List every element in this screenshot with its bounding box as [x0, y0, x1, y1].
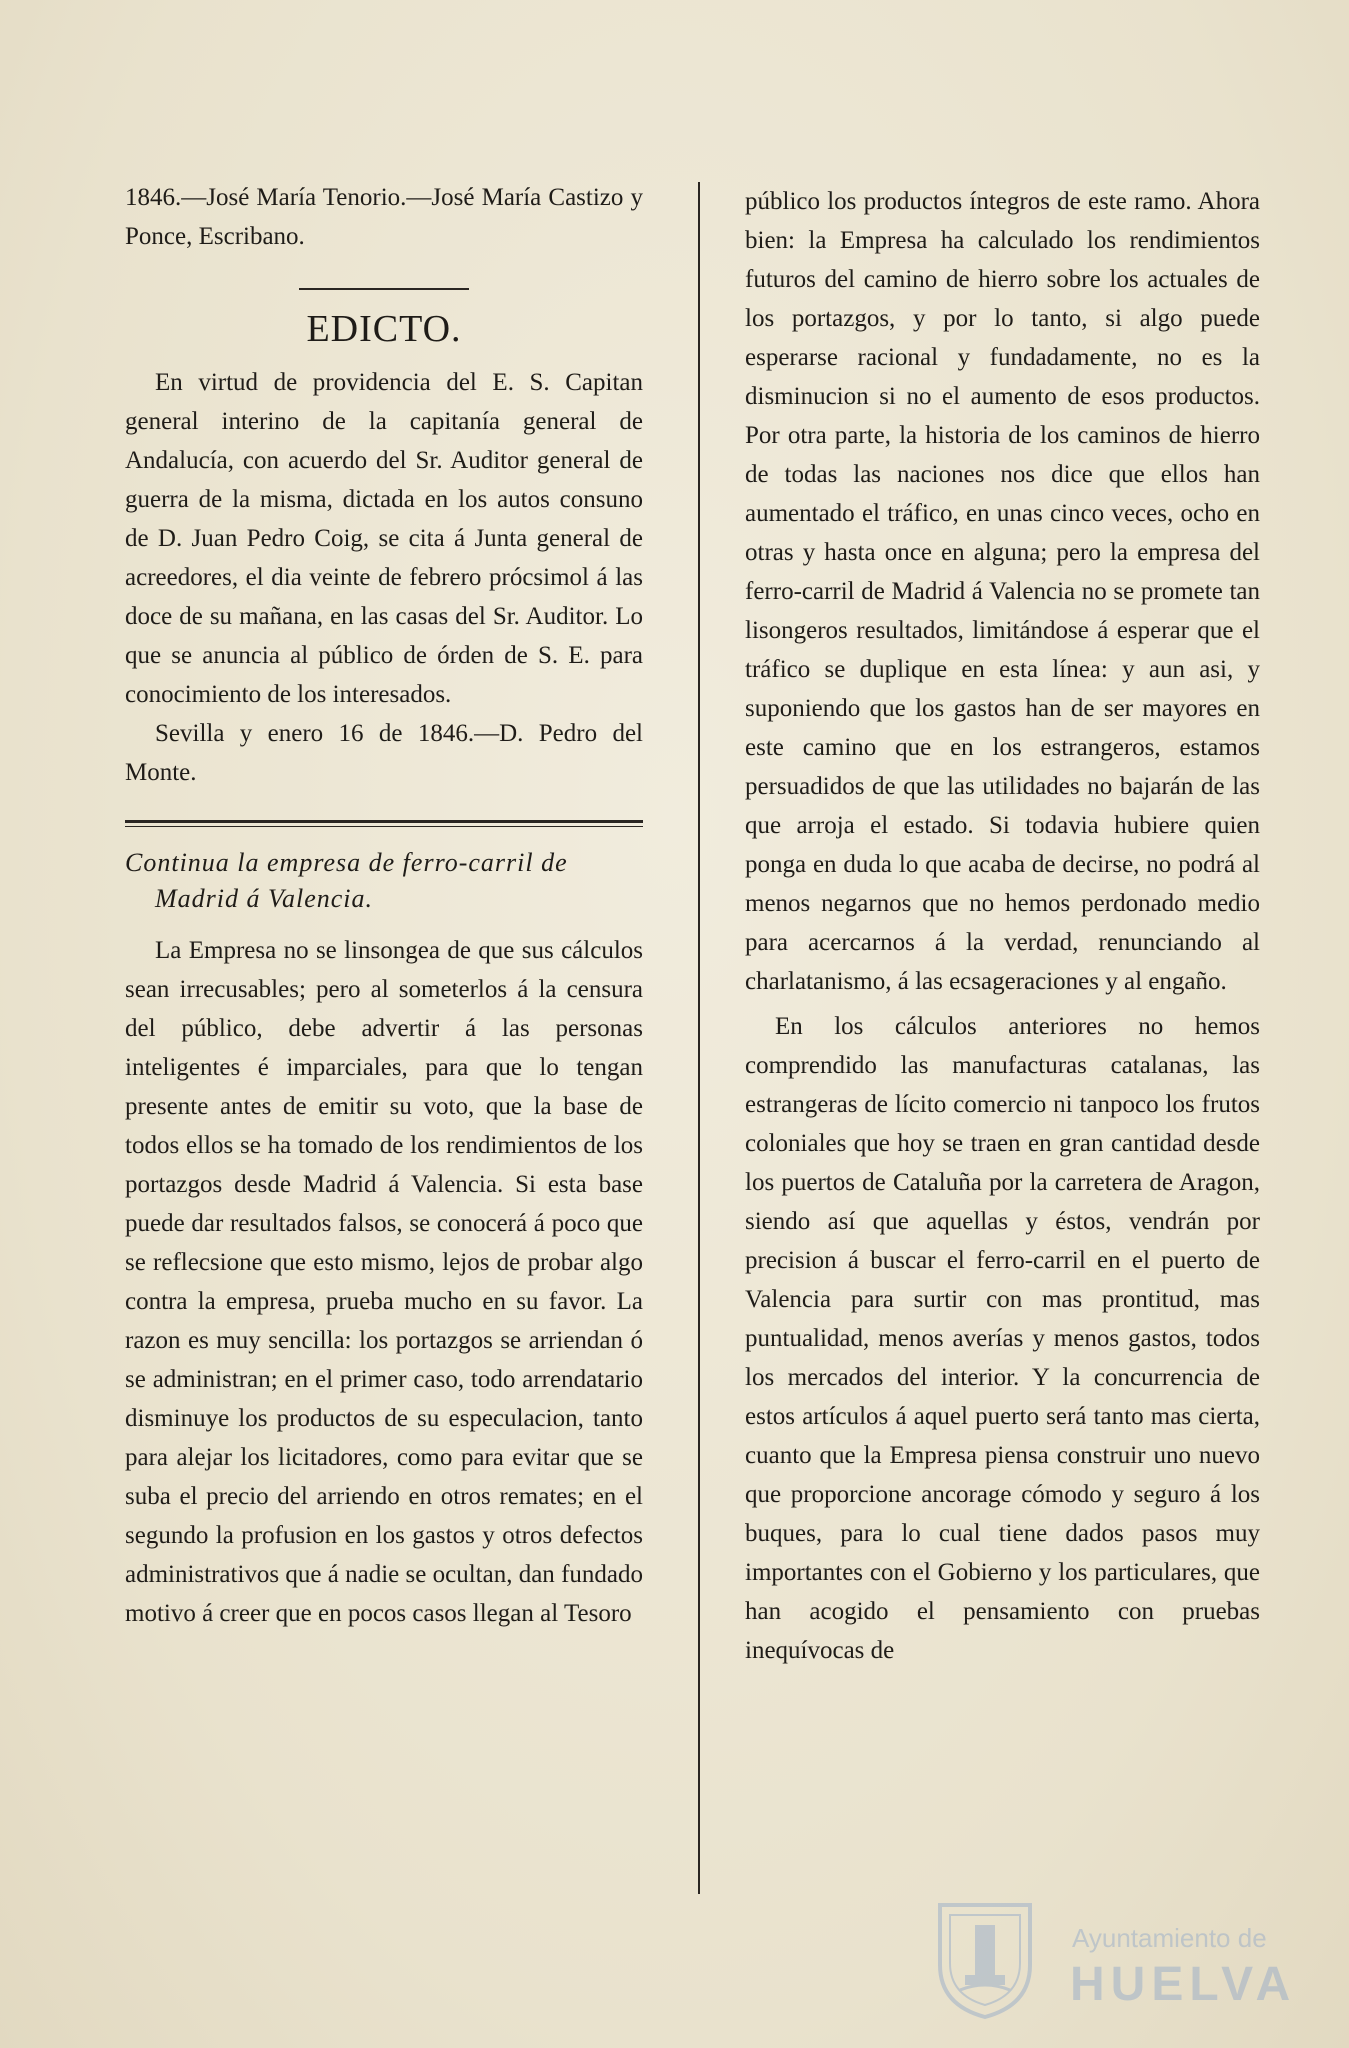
right-paragraph-1: público los productos íntegros de este ramo. Ahora bien: la Empresa ha calculado los rendimientos futuros del camino de hierro sobre los actuales de los portazgos, y por lo tanto, si algo puede esperarse racional y fundadamente, no es la disminucion si no el aumento de esos productos. Por otra parte, la historia de los caminos de hierro de todas las naciones nos dice que ellos han aumentado el tráfico, en unas cinco veces, ocho en otras y hasta once en alguna; pero la empresa del ferro-carril de Madrid á Valencia no se promete tan lisongeros resultados, limitándose á esperar que el tráfico se duplique en esta línea: y aun asi, y suponiendo que los gastos han de ser mayores en este camino que en los estrangeros, estamos persuadidos de que las utilidades no bajarán de las que arroja el estado. Si todavia hubiere quien ponga en duda lo que acaba de decirse, no podrá al menos negarnos que no hemos perdonado medio para acercarnos á la verdad, renunciando al charlatanismo, á las ecsageraciones y al engaño. [745, 188, 1260, 995]
right-column [745, 182, 1260, 1670]
signature-line: 1846.—José María Tenorio.—José María Castizo y Ponce, Escribano. [125, 184, 643, 250]
double-divider [125, 820, 643, 827]
article-heading-line1: Continua la empresa de ferro-carril de [125, 848, 568, 877]
watermark-line2: HUELVA [1070, 1958, 1297, 2011]
edicto-body: En virtud de providencia del E. S. Capitan general interino de la capitanía general de Andalucía, con acuerdo del Sr. Auditor general de guerra de la misma, dictada en los autos consuno de D. Juan Pedro Coig, se cita á Junta general de acreedores, el dia veinte de febrero prócsimol á las doce de su mañana, en las casas del Sr. Auditor. Lo que se anuncia al público de órden de S. E. para conocimiento de los interesados. [125, 369, 643, 708]
article-heading [125, 845, 643, 917]
watermark-line1: Ayuntamiento de [1072, 1923, 1267, 1953]
article-paragraph: La Empresa no se linsongea de que sus cálculos sean irrecusables; pero al someterlos á la censura del público, debe advertir á las personas inteligentes é imparciales, para que lo tengan presente antes de emitir su voto, que la base de todos ellos se ha tomado de los rendimientos de los portazgos desde Madrid á Valencia. Si esta base puede dar resultados falsos, se conocerá á poco que se reflecsione que esto mismo, lejos de probar algo contra la empresa, prueba mucho en su favor. La razon es muy sencilla: los portazgos se arriendan ó se administran; en el primer caso, todo arrendatario disminuye los productos de su especulacion, tanto para alejar los licitadores, como para evitar que se suba el precio del arriendo en otros remates; en el segundo la profusion en los gastos y otros defectos administrativos que á nadie se ocultan, dan fundado motivo á creer que en pocos casos llegan al Tesoro [125, 937, 643, 1627]
column-divider [698, 182, 700, 1894]
edicto-signoff: Sevilla y enero 16 de 1846.—D. Pedro del Monte. [125, 720, 643, 786]
short-divider [299, 288, 469, 290]
article-heading-line2: Madrid á Valencia. [155, 884, 374, 913]
edicto-title: EDICTO. [306, 308, 462, 350]
left-column [125, 178, 643, 1633]
huelva-coat-of-arms-icon [930, 1895, 1040, 2020]
right-paragraph-2: En los cálculos anteriores no hemos comprendido las manufacturas catalanas, las estrangeras de lícito comercio ni tanpoco los frutos coloniales que hoy se traen en gran cantidad desde los puertos de Cataluña por la carretera de Aragon, siendo así que aquellas y éstos, vendrán por precision á buscar el ferro-carril en el puerto de Valencia para surtir con mas prontitud, mas puntualidad, menos averías y menos gastos, todos los mercados del interior. Y la concurrencia de estos artículos á aquel puerto será tanto mas cierta, cuanto que la Empresa piensa construir uno nuevo que proporcione ancorage cómodo y seguro á los buques, para lo cual tiene dados pasos muy importantes con el Gobierno y los particulares, que han acogido el pensamiento con pruebas inequívocas de [745, 1013, 1260, 1664]
watermark [930, 1895, 1297, 2025]
